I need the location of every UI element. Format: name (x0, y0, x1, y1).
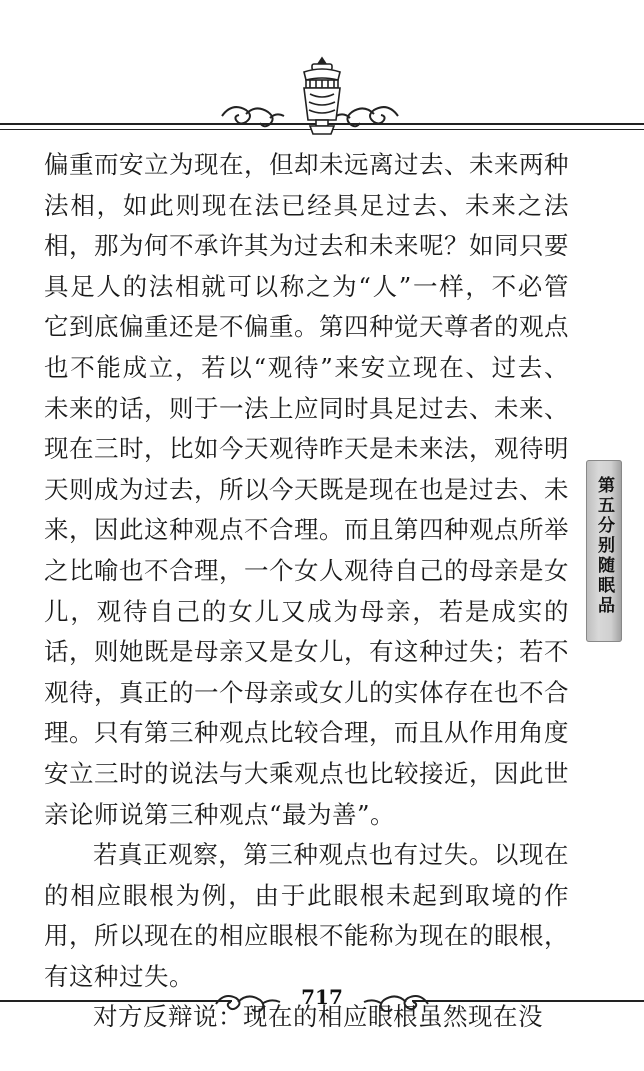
footer-rule-left (0, 1000, 232, 1002)
paragraph: 若真正观察，第三种观点也有过失。以现在的相应眼根为例，由于此眼根未起到取境的作用，所以现在的相应眼根不能称为现在的眼根，有这种过失。 (44, 840, 569, 991)
chapter-side-tab-label: 第五分别随眠品 (594, 476, 614, 616)
body-text (44, 145, 569, 1038)
paragraph: 偏重而安立为现在，但却未远离过去、未来两种法相，如此则现在法已经具足过去、未来之法相，那为何不承许其为过去和未来呢？如同只要具足人的法相就可以称之为“人”一样，不必管它到底偏重还是不偏重。第四种觉天尊者的观点也不能成立，若以“观待”来安立现在、过去、未来的话，则于一法上应同时具足过去、未来、现在三时，比如今天观待昨天是未来法，观待明天则成为过去，所以今天既是现在也是过去、未来，因此这种观点不合理。而且第四种观点所举之比喻也不合理，一个女人观待自己的母亲是女儿，观待自己的女儿又成为母亲，若是成实的话，则她既是母亲又是女儿，有这种过失；若不观待，真正的一个母亲或女儿的实体存在也不合理。只有第三种观点比较合理，而且从作用角度安立三时的说法与大乘观点也比较接近，因此世亲论师说第三种观点“最为善”。 (44, 150, 569, 829)
paragraph: 对方反辩说：现在的相应眼根虽然现在没 (93, 1002, 543, 1032)
footer-rule-right (412, 1000, 644, 1002)
chapter-side-tab (586, 460, 622, 642)
page-number: 717 (301, 985, 343, 1009)
victory-banner-icon (212, 54, 432, 138)
